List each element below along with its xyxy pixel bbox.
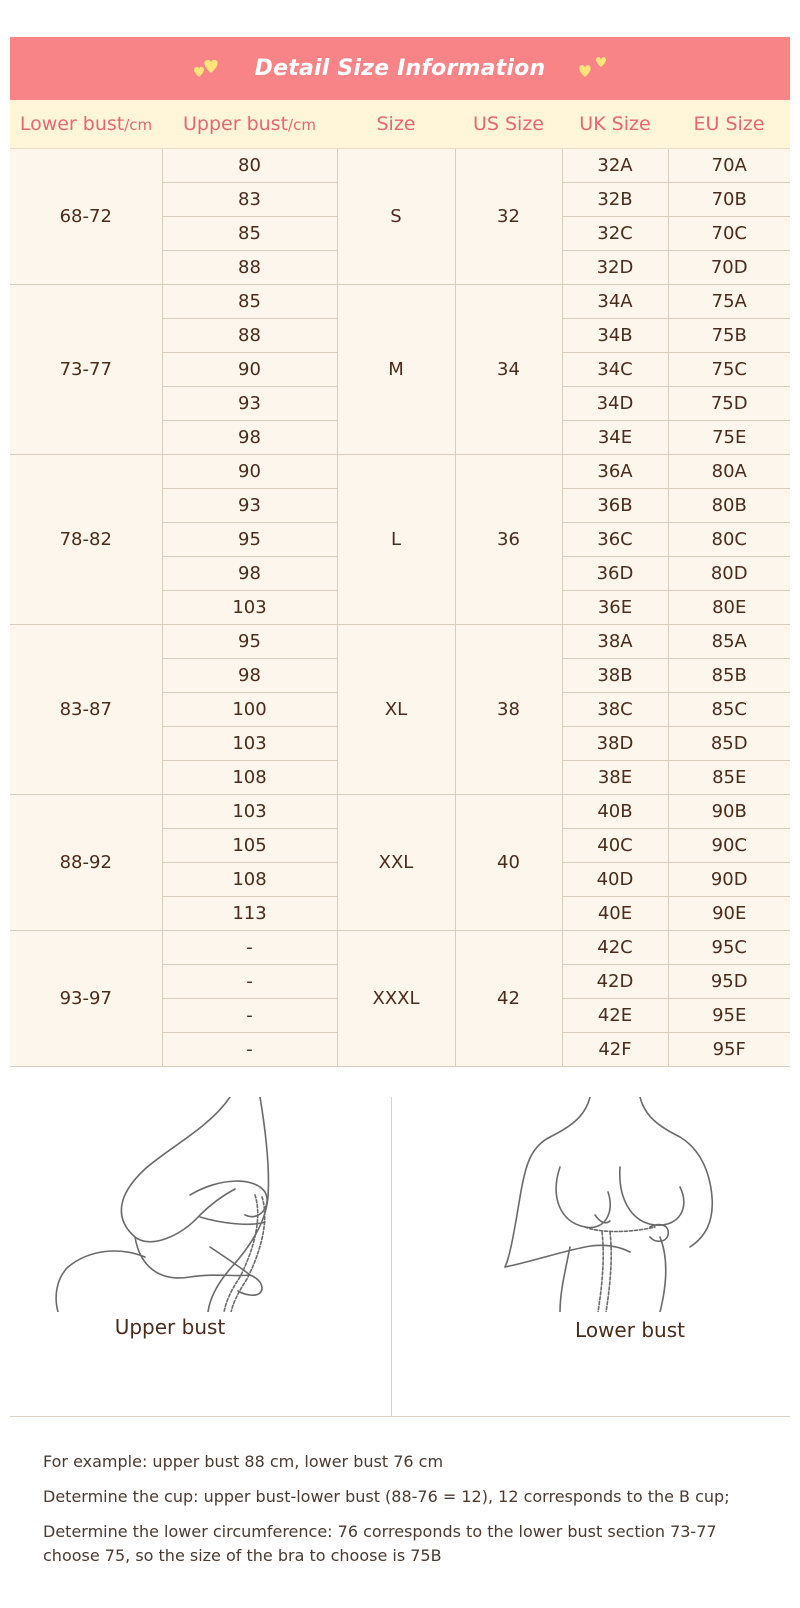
eu-size-cell: 95D xyxy=(668,965,790,999)
eu-size-cell: 80C xyxy=(668,523,790,557)
eu-size-cell: 85E xyxy=(668,761,790,795)
column-header xyxy=(10,100,162,149)
uk-size-cell: 32C xyxy=(562,217,668,251)
column-header xyxy=(337,100,455,149)
upper-bust-cell: 113 xyxy=(162,897,337,931)
uk-size-cell: 32A xyxy=(562,149,668,183)
column-header-label: Size xyxy=(376,113,416,135)
upper-bust-cell: 85 xyxy=(162,285,337,319)
eu-size-cell: 85C xyxy=(668,693,790,727)
uk-size-cell: 36B xyxy=(562,489,668,523)
table-row xyxy=(10,931,790,965)
table-row xyxy=(10,625,790,659)
uk-size-cell: 32B xyxy=(562,183,668,217)
upper-bust-cell: 90 xyxy=(162,353,337,387)
upper-bust-label: Upper bust xyxy=(114,1315,226,1339)
example-notes xyxy=(43,1450,763,1579)
eu-size-cell: 80A xyxy=(668,455,790,489)
table-row xyxy=(10,795,790,829)
uk-size-cell: 42E xyxy=(562,999,668,1033)
note-text: For example: upper bust 88 cm, lower bust 76 cm xyxy=(43,1452,444,1471)
us-size-cell: 32 xyxy=(455,149,562,285)
lower-bust-cell: 83-87 xyxy=(10,625,162,795)
column-header xyxy=(162,100,337,149)
eu-size-cell: 75A xyxy=(668,285,790,319)
upper-bust-cell: 95 xyxy=(162,523,337,557)
upper-bust-cell: 108 xyxy=(162,863,337,897)
eu-size-cell: 70D xyxy=(668,251,790,285)
column-header-label: Upper bust xyxy=(183,113,289,135)
eu-size-cell: 90E xyxy=(668,897,790,931)
uk-size-cell: 42C xyxy=(562,931,668,965)
uk-size-cell: 34A xyxy=(562,285,668,319)
upper-bust-cell: 103 xyxy=(162,591,337,625)
uk-size-cell: 34C xyxy=(562,353,668,387)
us-size-cell: 42 xyxy=(455,931,562,1067)
eu-size-cell: 80E xyxy=(668,591,790,625)
uk-size-cell: 38B xyxy=(562,659,668,693)
column-header xyxy=(668,100,790,149)
upper-bust-cell: - xyxy=(162,999,337,1033)
uk-size-cell: 38C xyxy=(562,693,668,727)
upper-bust-cell: 93 xyxy=(162,387,337,421)
size-cell: M xyxy=(337,285,455,455)
uk-size-cell: 40C xyxy=(562,829,668,863)
lower-bust-cell: 73-77 xyxy=(10,285,162,455)
upper-bust-cell: 85 xyxy=(162,217,337,251)
upper-bust-cell: 98 xyxy=(162,659,337,693)
eu-size-cell: 85D xyxy=(668,727,790,761)
size-cell: L xyxy=(337,455,455,625)
upper-bust-cell: 100 xyxy=(162,693,337,727)
eu-size-cell: 90C xyxy=(668,829,790,863)
divider xyxy=(10,1416,790,1417)
hearts-icon-left xyxy=(189,51,225,87)
size-cell: XXL xyxy=(337,795,455,931)
lower-bust-cell: 78-82 xyxy=(10,455,162,625)
lower-bust-label: Lower bust xyxy=(575,1318,685,1342)
upper-bust-cell: - xyxy=(162,1033,337,1067)
eu-size-cell: 75C xyxy=(668,353,790,387)
eu-size-cell: 80D xyxy=(668,557,790,591)
size-cell: XXXL xyxy=(337,931,455,1067)
table-row xyxy=(10,455,790,489)
eu-size-cell: 75E xyxy=(668,421,790,455)
uk-size-cell: 38D xyxy=(562,727,668,761)
upper-bust-cell: 88 xyxy=(162,251,337,285)
column-header-label: Lower bust xyxy=(19,113,125,135)
eu-size-cell: 95C xyxy=(668,931,790,965)
uk-size-cell: 40E xyxy=(562,897,668,931)
eu-size-cell: 90D xyxy=(668,863,790,897)
lower-bust-cell: 68-72 xyxy=(10,149,162,285)
uk-size-cell: 40D xyxy=(562,863,668,897)
eu-size-cell: 95E xyxy=(668,999,790,1033)
uk-size-cell: 42F xyxy=(562,1033,668,1067)
title-banner xyxy=(10,37,790,100)
lower-bust-cell: 93-97 xyxy=(10,931,162,1067)
eu-size-cell: 70A xyxy=(668,149,790,183)
lower-bust-cell: 88-92 xyxy=(10,795,162,931)
upper-bust-cell: 98 xyxy=(162,557,337,591)
upper-bust-cell: - xyxy=(162,965,337,999)
size-cell: XL xyxy=(337,625,455,795)
divider xyxy=(391,1097,392,1417)
us-size-cell: 36 xyxy=(455,455,562,625)
upper-bust-cell: 98 xyxy=(162,421,337,455)
uk-size-cell: 36A xyxy=(562,455,668,489)
eu-size-cell: 75D xyxy=(668,387,790,421)
eu-size-cell: 85A xyxy=(668,625,790,659)
size-cell: S xyxy=(337,149,455,285)
upper-bust-figure-illustration xyxy=(50,1097,310,1312)
uk-size-cell: 38E xyxy=(562,761,668,795)
eu-size-cell: 85B xyxy=(668,659,790,693)
upper-bust-cell: 103 xyxy=(162,795,337,829)
eu-size-cell: 75B xyxy=(668,319,790,353)
measurement-illustrations xyxy=(10,1097,790,1417)
upper-bust-cell: 108 xyxy=(162,761,337,795)
size-table xyxy=(10,100,790,1067)
table-row xyxy=(10,149,790,183)
upper-bust-cell: - xyxy=(162,931,337,965)
upper-bust-cell: 90 xyxy=(162,455,337,489)
uk-size-cell: 36D xyxy=(562,557,668,591)
upper-bust-cell: 95 xyxy=(162,625,337,659)
upper-bust-cell: 105 xyxy=(162,829,337,863)
column-header-unit: /cm xyxy=(124,116,153,134)
column-header xyxy=(562,100,668,149)
upper-bust-cell: 80 xyxy=(162,149,337,183)
column-header-label: US Size xyxy=(472,113,544,135)
uk-size-cell: 40B xyxy=(562,795,668,829)
uk-size-cell: 34E xyxy=(562,421,668,455)
uk-size-cell: 32D xyxy=(562,251,668,285)
eu-size-cell: 90B xyxy=(668,795,790,829)
column-header-label: EU Size xyxy=(693,113,765,135)
eu-size-cell: 70C xyxy=(668,217,790,251)
us-size-cell: 38 xyxy=(455,625,562,795)
uk-size-cell: 38A xyxy=(562,625,668,659)
eu-size-cell: 95F xyxy=(668,1033,790,1067)
upper-bust-cell: 88 xyxy=(162,319,337,353)
table-header-row xyxy=(10,100,790,149)
table-body xyxy=(10,149,790,1067)
uk-size-cell: 36C xyxy=(562,523,668,557)
uk-size-cell: 36E xyxy=(562,591,668,625)
page-title: Detail Size Information xyxy=(254,56,546,81)
upper-bust-cell: 93 xyxy=(162,489,337,523)
table-row xyxy=(10,285,790,319)
column-header xyxy=(455,100,562,149)
eu-size-cell: 80B xyxy=(668,489,790,523)
hearts-icon-right xyxy=(575,51,611,87)
uk-size-cell: 34B xyxy=(562,319,668,353)
eu-size-cell: 70B xyxy=(668,183,790,217)
upper-bust-cell: 83 xyxy=(162,183,337,217)
note-text: Determine the lower circumference: 76 corresponds to the lower bust section 73-77 choose 75, so the size of the bra to choose is 75B xyxy=(43,1522,717,1565)
uk-size-cell: 42D xyxy=(562,965,668,999)
column-header-label: UK Size xyxy=(579,113,651,135)
column-header-unit: /cm xyxy=(288,116,316,134)
uk-size-cell: 34D xyxy=(562,387,668,421)
us-size-cell: 34 xyxy=(455,285,562,455)
us-size-cell: 40 xyxy=(455,795,562,931)
note-text: Determine the cup: upper bust-lower bust (88-76 = 12), 12 corresponds to the B cup; xyxy=(43,1487,730,1506)
lower-bust-figure-illustration xyxy=(490,1097,750,1312)
upper-bust-cell: 103 xyxy=(162,727,337,761)
